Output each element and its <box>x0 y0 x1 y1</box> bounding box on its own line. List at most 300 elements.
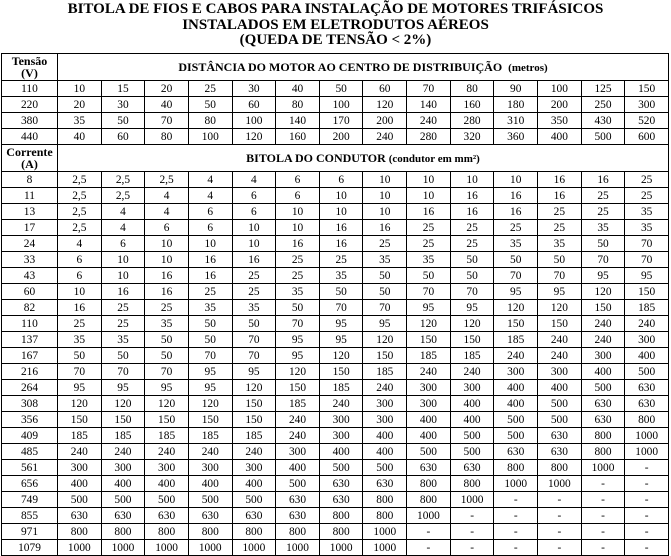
table-cell: 6 <box>58 268 102 284</box>
table-cell: 630 <box>581 396 625 412</box>
table-cell: 630 <box>188 508 232 524</box>
table-cell: 150 <box>101 412 145 428</box>
table-cell: 120 <box>494 300 538 316</box>
table-cell: 520 <box>625 113 669 129</box>
table-cell: 25 <box>232 284 276 300</box>
table-cell: 800 <box>276 524 320 540</box>
table-cell: 4 <box>101 220 145 236</box>
table-cell: 500 <box>625 364 669 380</box>
current-row <box>2 188 669 204</box>
table-cell: 16 <box>363 220 407 236</box>
table-cell: 800 <box>581 444 625 460</box>
table-cell: 1000 <box>145 540 189 556</box>
gauge-header-unit: (condutor em mm²) <box>388 152 480 165</box>
table-cell: 185 <box>145 428 189 444</box>
table-cell: 320 <box>450 129 494 145</box>
table-cell: 90 <box>494 81 538 97</box>
table-cell: 150 <box>494 316 538 332</box>
table-cell: 25 <box>101 300 145 316</box>
table-cell: - <box>625 476 669 492</box>
table-cell: 95 <box>145 380 189 396</box>
table-cell: 95 <box>58 380 102 396</box>
table-cell: 40 <box>145 97 189 113</box>
table-cell: 240 <box>276 412 320 428</box>
table-cell: 500 <box>494 412 538 428</box>
table-cell: - <box>581 524 625 540</box>
table-cell: 300 <box>450 380 494 396</box>
table-cell: 800 <box>363 492 407 508</box>
table-cell: 25 <box>276 252 320 268</box>
table-cell: - <box>538 492 582 508</box>
table-cell: 2,5 <box>58 204 102 220</box>
table-cell: 50 <box>101 113 145 129</box>
table-cell: 50 <box>319 81 363 97</box>
table-cell: 300 <box>319 412 363 428</box>
table-cell: 800 <box>319 508 363 524</box>
table-cell: 10 <box>407 172 451 188</box>
table-cell: 800 <box>319 524 363 540</box>
table-cell: 185 <box>625 300 669 316</box>
table-cell: 500 <box>188 492 232 508</box>
table-cell: 16 <box>188 252 232 268</box>
table-cell: 120 <box>101 396 145 412</box>
table-cell: 1000 <box>581 460 625 476</box>
table-cell: 95 <box>363 316 407 332</box>
table-cell: 50 <box>538 252 582 268</box>
current-header-line-2: (A) <box>21 157 38 171</box>
table-cell: 70 <box>625 236 669 252</box>
table-cell: 200 <box>319 129 363 145</box>
table-cell: 25 <box>538 220 582 236</box>
table-cell: - <box>581 540 625 556</box>
table-cell: 16 <box>494 204 538 220</box>
current-row <box>2 332 669 348</box>
table-cell: 400 <box>407 428 451 444</box>
table-cell: 310 <box>494 113 538 129</box>
table-cell: 800 <box>145 524 189 540</box>
table-cell: 185 <box>232 428 276 444</box>
table-cell: 630 <box>363 476 407 492</box>
table-cell: 400 <box>188 476 232 492</box>
table-cell: 240 <box>363 129 407 145</box>
table-cell: 25 <box>625 172 669 188</box>
table-cell: - <box>450 540 494 556</box>
table-cell: 25 <box>101 316 145 332</box>
table-cell: 16 <box>450 204 494 220</box>
table-cell: 150 <box>232 396 276 412</box>
table-cell: 185 <box>101 428 145 444</box>
table-cell: 25 <box>450 220 494 236</box>
voltage-header-line-2: (V) <box>21 66 38 80</box>
table-cell: 16 <box>319 236 363 252</box>
row-label-cell: 17 <box>2 220 58 236</box>
table-cell: 500 <box>538 412 582 428</box>
table-cell: 4 <box>145 204 189 220</box>
table-cell: 300 <box>232 460 276 476</box>
table-cell: 160 <box>450 97 494 113</box>
table-cell: 150 <box>450 332 494 348</box>
table-cell: 25 <box>494 220 538 236</box>
table-cell: 6 <box>101 236 145 252</box>
table-cell: 500 <box>276 476 320 492</box>
table-cell: 630 <box>58 508 102 524</box>
table-cell: 70 <box>363 300 407 316</box>
table-cell: 25 <box>363 236 407 252</box>
table-cell: 25 <box>58 316 102 332</box>
table-cell: 800 <box>232 524 276 540</box>
row-label-cell: 43 <box>2 268 58 284</box>
table-cell: 120 <box>319 348 363 364</box>
table-cell: - <box>625 540 669 556</box>
table-cell: 35 <box>58 332 102 348</box>
table-cell: - <box>538 524 582 540</box>
table-cell: 500 <box>363 460 407 476</box>
title-line-1: BITOLA DE FIOS E CABOS PARA INSTALAÇÃO DE MOTORES TRIFÁSICOS <box>67 1 604 17</box>
table-cell: 150 <box>363 348 407 364</box>
row-label-cell: 1079 <box>2 540 58 556</box>
current-header-cell <box>2 145 58 172</box>
table-cell: 400 <box>363 428 407 444</box>
table-cell: 80 <box>188 113 232 129</box>
table-cell: 800 <box>407 476 451 492</box>
table-cell: 1000 <box>319 540 363 556</box>
table-cell: 170 <box>319 113 363 129</box>
row-label-cell: 110 <box>2 81 58 97</box>
gauge-header-label: BITOLA DO CONDUTOR <box>246 150 386 165</box>
table-cell: 25 <box>276 268 320 284</box>
table-cell: 70 <box>101 364 145 380</box>
table-cell: 4 <box>101 204 145 220</box>
table-cell: 50 <box>450 268 494 284</box>
table-cell: 6 <box>276 172 320 188</box>
table-cell: 16 <box>276 236 320 252</box>
table-cell: 150 <box>625 284 669 300</box>
table-cell: 400 <box>232 476 276 492</box>
table-cell: - <box>625 508 669 524</box>
table-cell: 300 <box>319 428 363 444</box>
table-cell: 120 <box>581 284 625 300</box>
row-label-cell: 216 <box>2 364 58 380</box>
table-cell: 185 <box>450 348 494 364</box>
table-cell: 35 <box>407 252 451 268</box>
table-cell: 630 <box>276 492 320 508</box>
table-cell: 500 <box>319 460 363 476</box>
table-cell: - <box>494 524 538 540</box>
row-label-cell: 485 <box>2 444 58 460</box>
current-row <box>2 396 669 412</box>
row-label-cell: 8 <box>2 172 58 188</box>
table-cell: 10 <box>276 204 320 220</box>
table-cell: 70 <box>276 316 320 332</box>
table-cell: 240 <box>407 113 451 129</box>
table-cell: 120 <box>188 396 232 412</box>
table-cell: 140 <box>276 113 320 129</box>
current-row <box>2 508 669 524</box>
table-cell: 500 <box>407 444 451 460</box>
table-cell: 300 <box>188 460 232 476</box>
table-cell: 2,5 <box>145 172 189 188</box>
table-cell: 360 <box>494 129 538 145</box>
table-cell: 30 <box>232 81 276 97</box>
table-cell: 300 <box>363 396 407 412</box>
table-cell: 800 <box>625 412 669 428</box>
table-cell: 35 <box>625 204 669 220</box>
gauge-header-cell <box>58 145 669 172</box>
voltage-header-line-1: Tensão <box>11 54 48 68</box>
table-cell: 16 <box>538 188 582 204</box>
table-cell: 16 <box>581 172 625 188</box>
row-label-cell: 440 <box>2 129 58 145</box>
current-row <box>2 300 669 316</box>
table-cell: 10 <box>319 188 363 204</box>
table-cell: 60 <box>363 81 407 97</box>
table-cell: 2,5 <box>101 188 145 204</box>
table-cell: 300 <box>276 444 320 460</box>
table-cell: - <box>625 460 669 476</box>
page-title <box>0 0 671 49</box>
table-cell: 150 <box>58 412 102 428</box>
table-cell: 100 <box>232 113 276 129</box>
table-cell: 120 <box>450 316 494 332</box>
table-cell: 150 <box>276 380 320 396</box>
table-cell: 185 <box>188 428 232 444</box>
table-cell: 1000 <box>363 524 407 540</box>
table-cell: 1000 <box>625 444 669 460</box>
table-cell: 800 <box>407 492 451 508</box>
table-cell: 10 <box>101 268 145 284</box>
title-line-3: (QUEDA DE TENSÃO < 2%) <box>239 32 432 48</box>
table-cell: 95 <box>188 380 232 396</box>
table-cell: 630 <box>494 444 538 460</box>
table-cell: 70 <box>232 332 276 348</box>
table-cell: - <box>581 476 625 492</box>
table-cell: - <box>450 524 494 540</box>
table-cell: 25 <box>188 284 232 300</box>
table-cell: - <box>407 540 451 556</box>
table-cell: 800 <box>363 508 407 524</box>
table-cell: 120 <box>232 380 276 396</box>
table-cell: 70 <box>494 268 538 284</box>
distance-header-label: DISTÂNCIA DO MOTOR AO CENTRO DE DISTRIBUIÇÃO <box>178 59 503 74</box>
table-cell: 10 <box>232 220 276 236</box>
table-cell: 150 <box>232 412 276 428</box>
table-cell: 500 <box>232 492 276 508</box>
table-cell: 10 <box>494 172 538 188</box>
table-cell: 95 <box>538 284 582 300</box>
table-cell: 70 <box>232 348 276 364</box>
table-cell: 120 <box>538 300 582 316</box>
table-cell: 500 <box>450 444 494 460</box>
current-row <box>2 268 669 284</box>
table-cell: 50 <box>188 332 232 348</box>
current-row <box>2 524 669 540</box>
table-cell: 240 <box>319 396 363 412</box>
table-cell: 800 <box>188 524 232 540</box>
voltage-row <box>2 97 669 113</box>
table-cell: 300 <box>145 460 189 476</box>
table-cell: 120 <box>145 396 189 412</box>
table-cell: 10 <box>58 81 102 97</box>
table-cell: 16 <box>145 268 189 284</box>
table-cell: 16 <box>58 300 102 316</box>
table-cell: 4 <box>188 188 232 204</box>
table-cell: 185 <box>276 396 320 412</box>
table-cell: 10 <box>363 204 407 220</box>
table-cell: 70 <box>625 252 669 268</box>
table-cell: 50 <box>319 284 363 300</box>
table-cell: 6 <box>188 204 232 220</box>
table-cell: 70 <box>319 300 363 316</box>
current-row <box>2 364 669 380</box>
table-cell: 70 <box>538 268 582 284</box>
table-cell: 16 <box>232 252 276 268</box>
voltage-header-cell <box>2 54 58 81</box>
table-cell: 240 <box>101 444 145 460</box>
table-cell: 70 <box>188 348 232 364</box>
table-cell: 50 <box>188 316 232 332</box>
row-label-cell: 356 <box>2 412 58 428</box>
table-cell: 20 <box>145 81 189 97</box>
table-cell: 1000 <box>232 540 276 556</box>
current-row <box>2 476 669 492</box>
table-cell: 500 <box>494 428 538 444</box>
table-cell: 16 <box>538 172 582 188</box>
table-cell: 6 <box>58 252 102 268</box>
table-cell: 35 <box>145 316 189 332</box>
table-cell: 400 <box>145 476 189 492</box>
table-cell: 35 <box>58 113 102 129</box>
row-label-cell: 656 <box>2 476 58 492</box>
table-cell: 95 <box>494 284 538 300</box>
table-cell: 400 <box>407 412 451 428</box>
current-row <box>2 172 669 188</box>
current-row <box>2 284 669 300</box>
table-cell: 25 <box>188 81 232 97</box>
table-cell: 500 <box>581 129 625 145</box>
table-cell: 80 <box>145 129 189 145</box>
table-cell: - <box>625 524 669 540</box>
table-cell: 240 <box>407 364 451 380</box>
table-cell: 35 <box>625 220 669 236</box>
table-cell: 95 <box>101 380 145 396</box>
table-cell: 240 <box>276 428 320 444</box>
current-row <box>2 380 669 396</box>
table-cell: 50 <box>581 236 625 252</box>
table-cell: 500 <box>581 380 625 396</box>
table-cell: 350 <box>538 113 582 129</box>
table-cell: 300 <box>538 364 582 380</box>
table-cell: 1000 <box>407 508 451 524</box>
table-cell: 25 <box>450 236 494 252</box>
table-cell: 16 <box>145 284 189 300</box>
table-cell: 140 <box>407 97 451 113</box>
table-cell: 4 <box>145 188 189 204</box>
table-cell: 800 <box>101 524 145 540</box>
table-cell: 800 <box>581 428 625 444</box>
table-cell: 100 <box>538 81 582 97</box>
row-label-cell: 220 <box>2 97 58 113</box>
current-header-row <box>2 145 669 172</box>
table-cell: 6 <box>232 204 276 220</box>
table-cell: 240 <box>581 316 625 332</box>
table-cell: 150 <box>407 332 451 348</box>
table-cell: 185 <box>319 380 363 396</box>
table-cell: 10 <box>407 188 451 204</box>
table-cell: 240 <box>625 316 669 332</box>
table-cell: 630 <box>407 460 451 476</box>
table-cell: 120 <box>58 396 102 412</box>
table-cell: 240 <box>581 332 625 348</box>
table-cell: 630 <box>625 396 669 412</box>
table-cell: 16 <box>319 220 363 236</box>
table-cell: - <box>625 492 669 508</box>
table-cell: 400 <box>538 129 582 145</box>
table-cell: 6 <box>145 220 189 236</box>
table-cell: 100 <box>319 97 363 113</box>
table-cell: 400 <box>101 476 145 492</box>
table-cell: 1000 <box>188 540 232 556</box>
table-cell: 240 <box>188 444 232 460</box>
table-cell: 80 <box>276 97 320 113</box>
row-label-cell: 409 <box>2 428 58 444</box>
table-cell: 630 <box>625 380 669 396</box>
table-cell: 2,5 <box>58 188 102 204</box>
row-label-cell: 561 <box>2 460 58 476</box>
table-cell: 1000 <box>494 476 538 492</box>
table-cell: 95 <box>319 332 363 348</box>
row-label-cell: 13 <box>2 204 58 220</box>
table-cell: 25 <box>232 268 276 284</box>
table-cell: 300 <box>625 97 669 113</box>
table-cell: - <box>494 508 538 524</box>
table-cell: 300 <box>407 396 451 412</box>
table-cell: 95 <box>450 300 494 316</box>
wire-gauge-table <box>1 53 669 556</box>
table-cell: 25 <box>407 236 451 252</box>
table-cell: 40 <box>276 81 320 97</box>
table-cell: 120 <box>276 364 320 380</box>
table-cell: 430 <box>581 113 625 129</box>
table-cell: 50 <box>232 316 276 332</box>
table-cell: 60 <box>232 97 276 113</box>
table-cell: 95 <box>407 300 451 316</box>
table-cell: 50 <box>101 348 145 364</box>
table-cell: 630 <box>145 508 189 524</box>
table-cell: 35 <box>101 332 145 348</box>
table-cell: 16 <box>407 204 451 220</box>
table-cell: 185 <box>58 428 102 444</box>
table-cell: 50 <box>407 268 451 284</box>
current-row <box>2 316 669 332</box>
table-cell: 10 <box>145 236 189 252</box>
table-cell: 35 <box>232 300 276 316</box>
table-cell: 50 <box>58 348 102 364</box>
table-cell: 630 <box>101 508 145 524</box>
table-cell: 800 <box>450 476 494 492</box>
table-cell: 25 <box>319 252 363 268</box>
table-cell: 150 <box>188 412 232 428</box>
table-cell: - <box>450 508 494 524</box>
table-cell: 50 <box>494 252 538 268</box>
table-cell: 2,5 <box>58 172 102 188</box>
table-cell: 185 <box>494 332 538 348</box>
table-cell: 10 <box>319 204 363 220</box>
table-cell: 300 <box>494 364 538 380</box>
current-row <box>2 252 669 268</box>
table-cell: 150 <box>319 364 363 380</box>
current-row <box>2 204 669 220</box>
current-row <box>2 412 669 428</box>
